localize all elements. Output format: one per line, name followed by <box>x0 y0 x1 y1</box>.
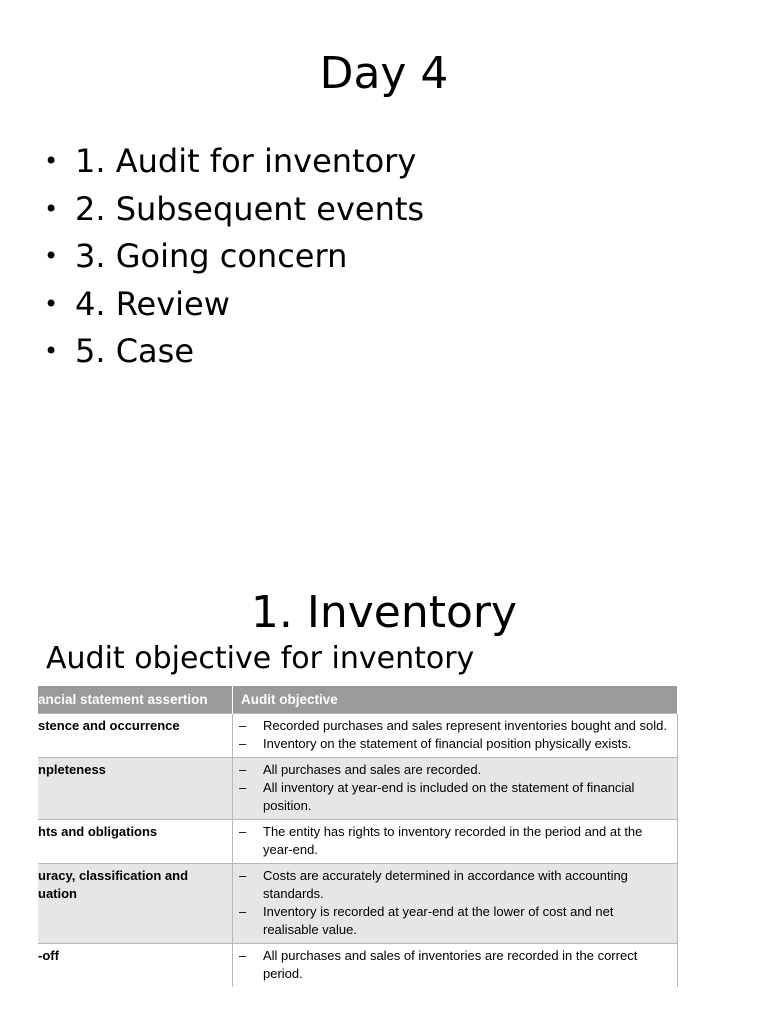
header-audit-objective: Audit objective <box>233 686 678 714</box>
list-item-text: 2. Subsequent events <box>75 189 425 228</box>
objective-cell <box>233 820 678 864</box>
table-body <box>38 714 678 988</box>
list-item-text: 3. Going concern <box>75 237 348 275</box>
objective-text: Inventory on the statement of financial position physically exists. <box>263 736 632 751</box>
objective-cell <box>233 864 678 944</box>
table-row <box>38 864 678 944</box>
list-item-text: 4. Review <box>75 284 230 323</box>
list-item <box>44 328 424 376</box>
objective-item <box>239 947 671 983</box>
objective-item <box>239 735 671 753</box>
table-row <box>38 820 678 864</box>
section-subtitle: Audit objective for inventory <box>46 641 475 676</box>
bullet-icon: • <box>44 194 59 223</box>
objective-text: All purchases and sales are recorded. <box>263 762 482 777</box>
list-item-text: 1. Audit for inventory <box>75 142 417 180</box>
dash-icon: – <box>239 736 247 751</box>
audit-objective-table <box>38 686 678 987</box>
objective-cell <box>233 758 678 820</box>
objective-item <box>239 867 671 903</box>
list-item <box>44 138 424 186</box>
bullet-icon: • <box>44 337 59 365</box>
list-item <box>44 186 424 234</box>
dash-icon: – <box>239 780 247 795</box>
dash-icon: – <box>239 718 247 733</box>
dash-icon: – <box>239 904 247 919</box>
assertion-cell: stence and occurrence <box>38 714 233 758</box>
objective-text: All purchases and sales of inventories are recorded in the correct period. <box>263 948 638 981</box>
assertion-cell: uracy, classification and uation <box>38 864 233 944</box>
dash-icon: – <box>239 824 247 839</box>
objective-item <box>239 761 671 779</box>
list-item <box>44 281 424 329</box>
table-row <box>38 944 678 988</box>
dash-icon: – <box>239 762 247 777</box>
table-row <box>38 758 678 820</box>
list-item-text: 5. Case <box>75 332 195 370</box>
assertion-cell: npleteness <box>38 758 233 820</box>
section-title: 1. Inventory <box>250 587 518 638</box>
header-assertion: ancial statement assertion <box>38 686 233 714</box>
slide-title: Day 4 <box>319 48 449 99</box>
objective-item <box>239 779 671 815</box>
objective-cell <box>233 944 678 988</box>
objective-text: Recorded purchases and sales represent inventories bought and sold. <box>263 718 667 733</box>
bullet-icon: • <box>44 289 59 318</box>
bullet-icon: • <box>44 242 59 270</box>
table-header-row <box>38 686 678 714</box>
objective-text: All inventory at year-end is included on the statement of financial position. <box>263 780 635 813</box>
bullet-icon: • <box>44 147 59 175</box>
dash-icon: – <box>239 868 247 883</box>
assertion-cell: hts and obligations <box>38 820 233 864</box>
objective-item <box>239 823 671 859</box>
objective-text: The entity has rights to inventory recorded in the period and at the year-end. <box>263 824 643 857</box>
objective-text: Costs are accurately determined in accordance with accounting standards. <box>263 868 628 901</box>
objective-item <box>239 717 671 735</box>
objective-item <box>239 903 671 939</box>
objective-cell <box>233 714 678 758</box>
dash-icon: – <box>239 948 247 963</box>
list-item <box>44 233 424 281</box>
agenda-list <box>44 138 424 376</box>
objective-text: Inventory is recorded at year-end at the lower of cost and net realisable value. <box>263 904 614 937</box>
assertion-cell: -off <box>38 944 233 988</box>
table-row <box>38 714 678 758</box>
